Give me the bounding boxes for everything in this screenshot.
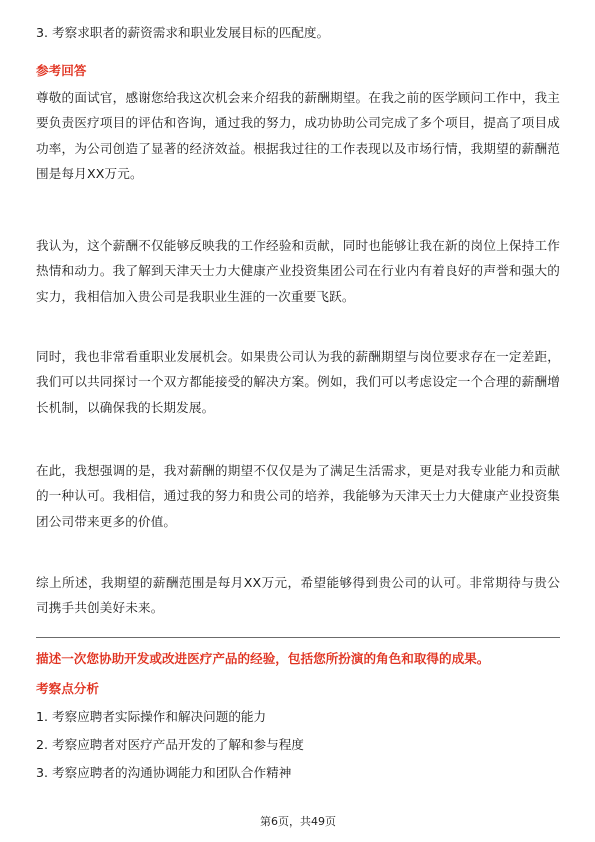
next-question: 描述一次您协助开发或改进医疗产品的经验，包括您所扮演的角色和取得的成果。: [36, 651, 490, 666]
answer-paragraph-3: 同时，我也非常看重职业发展机会。如果贵公司认为我的薪酬期望与岗位要求存在一定差距，我们可以共同探讨一个双方都能接受的解决方案。例如，我们可以考虑设定一个合理的薪酬增长机制，以确保我的长期发展。: [36, 349, 560, 415]
analysis-item-3: 3. 考察应聘者的沟通协调能力和团队合作精神: [36, 765, 292, 780]
section-divider: [36, 637, 560, 638]
page-footer: 第6页，共49页: [260, 815, 336, 828]
answer-paragraph-2: 我认为，这个薪酬不仅能够反映我的工作经验和贡献，同时也能够让我在新的岗位上保持工作热情和动力。我了解到天津天士力大健康产业投资集团公司在行业内有着良好的声誉和强大的实力，我相信加入贵公司是我职业生涯的一次重要飞跃。: [36, 238, 560, 304]
analysis-item-2: 2. 考察应聘者对医疗产品开发的了解和参与程度: [36, 737, 304, 752]
evaluation-item-3: 3. 考察求职者的薪资需求和职业发展目标的匹配度。: [36, 25, 330, 40]
answer-paragraph-1: 尊敬的面试官，感谢您给我这次机会来介绍我的薪酬期望。在我之前的医学顾问工作中，我主要负责医疗项目的评估和咨询，通过我的努力，成功协助公司完成了多个项目，提高了项目成功率，为公司创造了显著的经济效益。根据我过往的工作表现以及市场行情，我期望的薪酬范围是每月XX万元。: [36, 90, 560, 181]
answer-paragraph-5: 综上所述，我期望的薪酬范围是每月XX万元，希望能够得到贵公司的认可。非常期待与贵公司携手共创美好未来。: [36, 575, 560, 616]
answer-heading: 参考回答: [36, 63, 87, 78]
analysis-heading: 考察点分析: [36, 681, 99, 696]
answer-paragraph-4: 在此，我想强调的是，我对薪酬的期望不仅仅是为了满足生活需求，更是对我专业能力和贡献的一种认可。我相信，通过我的努力和贵公司的培养，我能够为天津天士力大健康产业投资集团公司带来更多的价值。: [36, 463, 560, 529]
analysis-item-1: 1. 考察应聘者实际操作和解决问题的能力: [36, 709, 267, 724]
